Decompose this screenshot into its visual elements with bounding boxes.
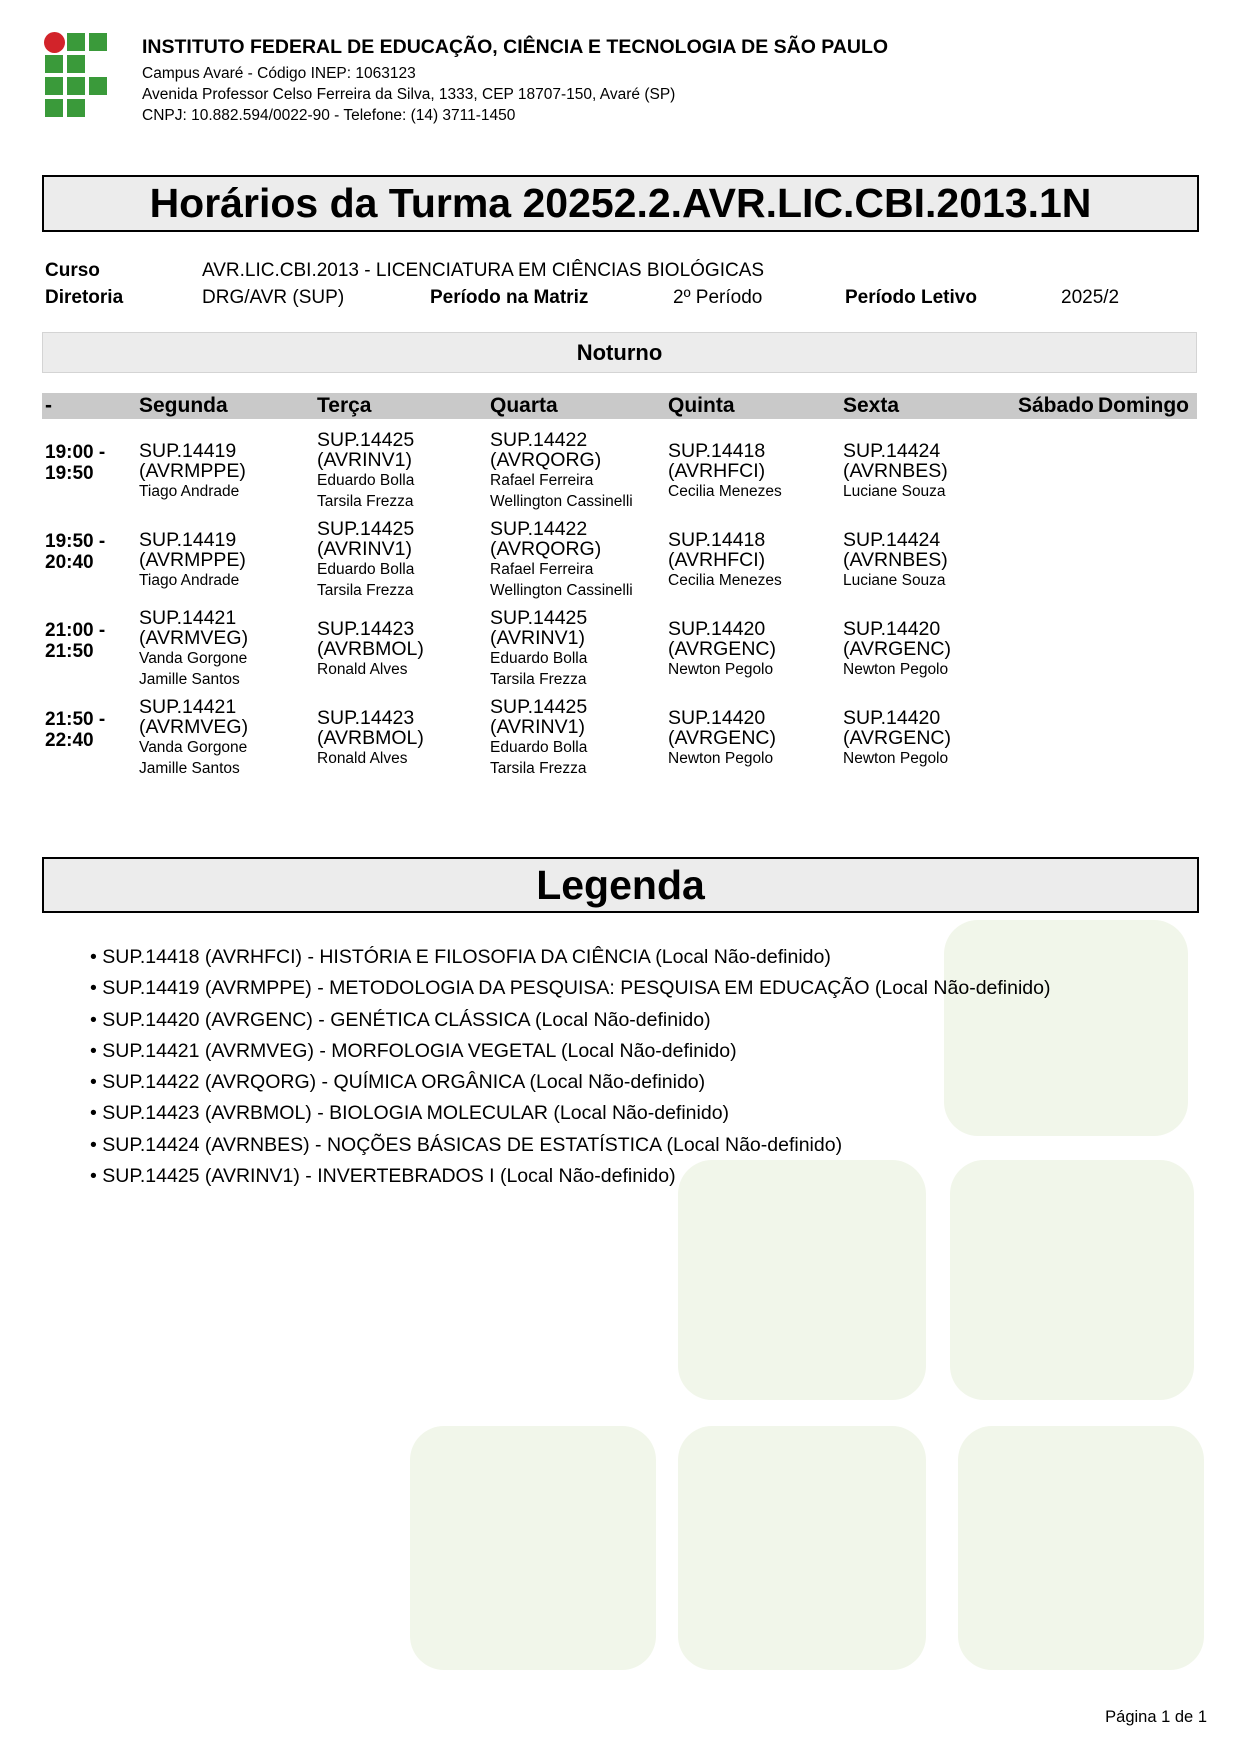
teacher-name: Eduardo Bolla bbox=[317, 561, 415, 578]
schedule-cell bbox=[317, 430, 414, 512]
curso-label: Curso bbox=[45, 260, 100, 281]
time-line: 21:00 - bbox=[45, 620, 106, 641]
subject-code: (AVRNBES) bbox=[843, 549, 948, 571]
schedule-cell bbox=[317, 708, 424, 769]
subject-code: (AVRQORG) bbox=[490, 538, 602, 560]
bullet-icon: • bbox=[90, 946, 103, 968]
periodo-letivo-value: 2025/2 bbox=[1061, 287, 1120, 308]
teacher-name: Newton Pegolo bbox=[843, 661, 949, 678]
periodo-matriz-value: 2º Período bbox=[673, 287, 763, 308]
teacher-name: Ronald Alves bbox=[317, 750, 408, 767]
header-segunda: Segunda bbox=[139, 394, 228, 417]
legend-text: SUP.14420 (AVRGENC) - GENÉTICA CLÁSSICA (Local Não-definido) bbox=[102, 1008, 711, 1031]
teacher-name: Jamille Santos bbox=[139, 671, 240, 688]
page-footer: Página 1 de 1 bbox=[1105, 1708, 1207, 1726]
subject-code: (AVRMPPE) bbox=[139, 549, 246, 571]
schedule-cell bbox=[668, 530, 782, 591]
subject-code: (AVRBMOL) bbox=[317, 638, 424, 660]
subject-code: (AVRINV1) bbox=[317, 538, 412, 560]
subject-code: (AVRGENC) bbox=[668, 727, 776, 749]
schedule-cell bbox=[317, 519, 414, 601]
teacher-name: Tiago Andrade bbox=[139, 483, 240, 500]
teacher-name: Tarsila Frezza bbox=[490, 760, 587, 777]
subject-code: SUP.14419 bbox=[139, 529, 237, 551]
legend-item bbox=[90, 1098, 1051, 1129]
schedule-cell bbox=[843, 708, 951, 769]
teacher-name: Jamille Santos bbox=[139, 760, 240, 777]
teacher-name: Rafael Ferreira bbox=[490, 472, 594, 489]
time-slot bbox=[45, 442, 105, 484]
bullet-icon: • bbox=[90, 1039, 103, 1062]
teacher-name: Newton Pegolo bbox=[843, 750, 949, 767]
subject-code: (AVRINV1) bbox=[317, 449, 412, 471]
header-terca: Terça bbox=[317, 394, 372, 417]
bullet-icon: • bbox=[90, 1102, 103, 1125]
bullet-icon: • bbox=[90, 1133, 103, 1156]
schedule-cell bbox=[139, 697, 248, 779]
legend-text: SUP.14423 (AVRBMOL) - BIOLOGIA MOLECULAR (Local Não-definido) bbox=[102, 1102, 730, 1125]
legend-text: SUP.14422 (AVRQORG) - QUÍMICA ORGÂNICA (Local Não-definido) bbox=[102, 1071, 706, 1094]
subject-code: (AVRINV1) bbox=[490, 627, 585, 649]
teacher-name: Wellington Cassinelli bbox=[490, 493, 633, 510]
subject-code: SUP.14420 bbox=[668, 618, 766, 640]
teacher-name: Ronald Alves bbox=[317, 661, 408, 678]
subject-code: SUP.14425 bbox=[490, 696, 588, 718]
subject-code: SUP.14420 bbox=[843, 618, 941, 640]
schedule-cell bbox=[843, 530, 948, 591]
institution-name: INSTITUTO FEDERAL DE EDUCAÇÃO, CIÊNCIA E TECNOLOGIA DE SÃO PAULO bbox=[142, 36, 889, 58]
teacher-name: Tarsila Frezza bbox=[490, 671, 587, 688]
subject-code: (AVRGENC) bbox=[843, 727, 951, 749]
time-slot bbox=[45, 620, 105, 662]
schedule-cell bbox=[490, 608, 587, 690]
subject-code: (AVRMPPE) bbox=[139, 460, 246, 482]
teacher-name: Rafael Ferreira bbox=[490, 561, 594, 578]
legend-title: Legenda bbox=[42, 857, 1199, 913]
schedule-cell bbox=[139, 608, 248, 690]
schedule-cell bbox=[490, 519, 633, 601]
page-title: Horários da Turma 20252.2.AVR.LIC.CBI.2013.1N bbox=[42, 175, 1199, 232]
subject-code: SUP.14424 bbox=[843, 440, 941, 462]
teacher-name: Cecilia Menezes bbox=[668, 483, 782, 500]
time-line: 19:50 bbox=[45, 463, 94, 484]
teacher-name: Luciane Souza bbox=[843, 572, 946, 589]
teacher-name: Wellington Cassinelli bbox=[490, 582, 633, 599]
subject-code: (AVRQORG) bbox=[490, 449, 602, 471]
header-quarta: Quarta bbox=[490, 394, 558, 417]
bullet-icon: • bbox=[90, 1071, 103, 1094]
bullet-icon: • bbox=[90, 977, 103, 1000]
subject-code: SUP.14425 bbox=[317, 429, 415, 451]
legend-text: SUP.14425 (AVRINV1) - INVERTEBRADOS I (Local Não-definido) bbox=[102, 1165, 676, 1188]
time-line: 21:50 - bbox=[45, 709, 106, 730]
header-domingo: Domingo bbox=[1098, 394, 1189, 417]
legend-text: SUP.14424 (AVRNBES) - NOÇÕES BÁSICAS DE ESTATÍSTICA (Local Não-definido) bbox=[102, 1133, 843, 1156]
subject-code: (AVRHFCI) bbox=[668, 549, 766, 571]
header-sexta: Sexta bbox=[843, 394, 900, 417]
teacher-name: Vanda Gorgone bbox=[139, 739, 248, 756]
teacher-name: Eduardo Bolla bbox=[490, 739, 588, 756]
bullet-icon: • bbox=[90, 1165, 103, 1188]
periodo-letivo-label: Período Letivo bbox=[845, 287, 977, 308]
legend-list bbox=[90, 942, 1051, 1192]
legend-item bbox=[90, 1130, 1051, 1161]
schedule-cell bbox=[668, 441, 782, 502]
teacher-name: Luciane Souza bbox=[843, 483, 946, 500]
time-slot bbox=[45, 531, 105, 573]
subject-code: (AVRNBES) bbox=[843, 460, 948, 482]
subject-code: SUP.14425 bbox=[490, 607, 588, 629]
time-line: 19:50 - bbox=[45, 531, 106, 552]
time-line: 19:00 - bbox=[45, 442, 106, 463]
teacher-name: Newton Pegolo bbox=[668, 661, 774, 678]
legend-item bbox=[90, 1161, 1051, 1192]
diretoria-label: Diretoria bbox=[45, 287, 124, 308]
cnpj-line: CNPJ: 10.882.594/0022-90 - Telefone: (14) 3711-1450 bbox=[142, 107, 516, 124]
subject-code: SUP.14422 bbox=[490, 518, 588, 540]
schedule-cell bbox=[490, 697, 587, 779]
subject-code: (AVRGENC) bbox=[843, 638, 951, 660]
legend-text: SUP.14418 (AVRHFCI) - HISTÓRIA E FILOSOFIA DA CIÊNCIA (Local Não-definido) bbox=[102, 946, 831, 968]
subject-code: SUP.14424 bbox=[843, 529, 941, 551]
diretoria-value: DRG/AVR (SUP) bbox=[202, 287, 345, 308]
legend-item bbox=[90, 1036, 1051, 1067]
teacher-name: Tarsila Frezza bbox=[317, 493, 414, 510]
subject-code: SUP.14419 bbox=[139, 440, 237, 462]
time-line: 20:40 bbox=[45, 552, 94, 573]
legend-text: SUP.14419 (AVRMPPE) - METODOLOGIA DA PESQUISA: PESQUISA EM EDUCAÇÃO (Local Não-definido) bbox=[102, 977, 1051, 1000]
subject-code: (AVRMVEG) bbox=[139, 627, 249, 649]
subject-code: SUP.14421 bbox=[139, 607, 237, 629]
schedule-cell bbox=[668, 708, 776, 769]
shift-header: Noturno bbox=[42, 332, 1197, 373]
schedule-cell bbox=[139, 441, 246, 502]
subject-code: (AVRINV1) bbox=[490, 716, 585, 738]
legend-item bbox=[90, 1067, 1051, 1098]
institution-header bbox=[142, 36, 888, 126]
legend-item bbox=[90, 942, 1051, 973]
schedule-cell bbox=[139, 530, 246, 591]
teacher-name: Eduardo Bolla bbox=[317, 472, 415, 489]
legend-text: SUP.14421 (AVRMVEG) - MORFOLOGIA VEGETAL (Local Não-definido) bbox=[102, 1039, 737, 1062]
header-quinta: Quinta bbox=[668, 394, 735, 417]
subject-code: (AVRGENC) bbox=[668, 638, 776, 660]
subject-code: SUP.14418 bbox=[668, 529, 766, 551]
campus-line: Campus Avaré - Código INEP: 1063123 bbox=[142, 65, 416, 82]
teacher-name: Tarsila Frezza bbox=[317, 582, 414, 599]
teacher-name: Cecilia Menezes bbox=[668, 572, 782, 589]
header-sabado: Sábado bbox=[1018, 394, 1094, 417]
schedule-cell bbox=[490, 430, 633, 512]
institution-logo bbox=[44, 32, 110, 116]
schedule-cell bbox=[843, 619, 951, 680]
subject-code: SUP.14420 bbox=[843, 707, 941, 729]
time-slot bbox=[45, 709, 105, 751]
subject-code: (AVRBMOL) bbox=[317, 727, 424, 749]
subject-code: SUP.14423 bbox=[317, 707, 415, 729]
time-line: 22:40 bbox=[45, 730, 94, 751]
schedule-cell bbox=[668, 619, 776, 680]
time-line: 21:50 bbox=[45, 641, 94, 662]
subject-code: SUP.14420 bbox=[668, 707, 766, 729]
address-line: Avenida Professor Celso Ferreira da Silva, 1333, CEP 18707-150, Avaré (SP) bbox=[142, 86, 676, 103]
subject-code: SUP.14422 bbox=[490, 429, 588, 451]
legend-item bbox=[90, 1005, 1051, 1036]
subject-code: SUP.14421 bbox=[139, 696, 237, 718]
curso-value: AVR.LIC.CBI.2013 - LICENCIATURA EM CIÊNCIAS BIOLÓGICAS bbox=[202, 260, 765, 281]
bullet-icon: • bbox=[90, 1008, 103, 1031]
header-time: - bbox=[45, 394, 52, 417]
schedule-cell bbox=[843, 441, 948, 502]
subject-code: SUP.14425 bbox=[317, 518, 415, 540]
teacher-name: Eduardo Bolla bbox=[490, 650, 588, 667]
subject-code: SUP.14423 bbox=[317, 618, 415, 640]
legend-item bbox=[90, 973, 1051, 1004]
teacher-name: Tiago Andrade bbox=[139, 572, 240, 589]
subject-code: SUP.14418 bbox=[668, 440, 766, 462]
teacher-name: Vanda Gorgone bbox=[139, 650, 248, 667]
subject-code: (AVRHFCI) bbox=[668, 460, 766, 482]
schedule-cell bbox=[317, 619, 424, 680]
subject-code: (AVRMVEG) bbox=[139, 716, 249, 738]
periodo-matriz-label: Período na Matriz bbox=[430, 287, 589, 308]
teacher-name: Newton Pegolo bbox=[668, 750, 774, 767]
